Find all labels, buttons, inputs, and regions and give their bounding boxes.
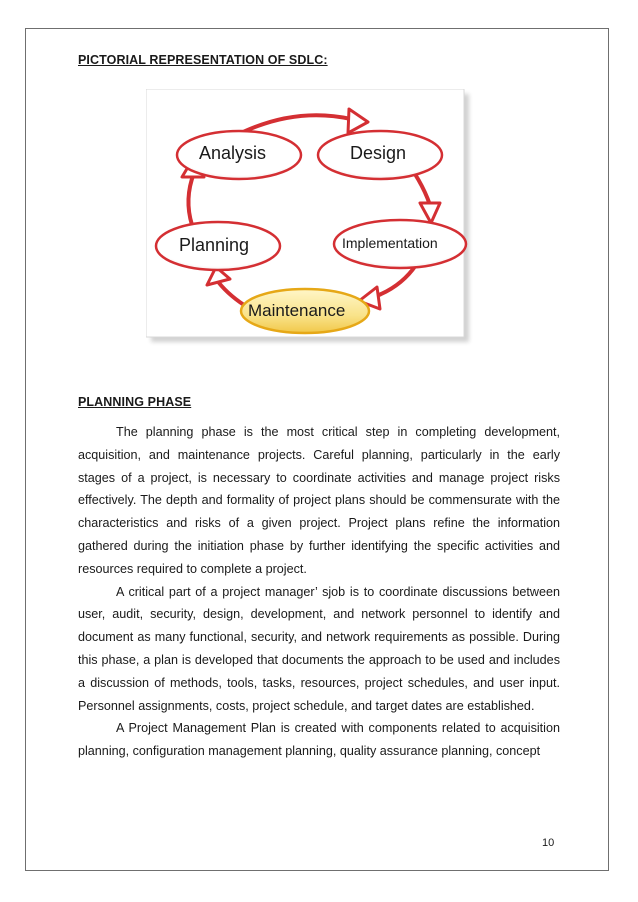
node-label-design: Design — [350, 143, 407, 163]
node-label-analysis: Analysis — [199, 143, 267, 163]
paragraph-1: The planning phase is the most critical step in completing development, acquisition, and maintenance projects. Careful planning, particularly in the early stages of a project, is necessary to coordinate activities and manage project risks effectively. The depth and formality of project plans should be commensurate with the characteristics and risks of a given project. Project plans refine the information gathered during the initiation phase by further identifying the specific activities and resources required to complete a project. — [78, 425, 560, 576]
sdlc-section-title: PICTORIAL REPRESENTATION OF SDLC: — [78, 53, 328, 67]
paragraph-3: A Project Management Plan is created with components related to acquisition planning, configuration management planning, quality assurance planning, concept — [78, 721, 560, 759]
node-label-planning: Planning — [179, 235, 250, 255]
node-label-implementation: Implementation — [342, 235, 438, 251]
planning-phase-heading: PLANNING PHASE — [78, 395, 192, 409]
planning-phase-body — [78, 421, 560, 763]
node-label-maintenance: Maintenance — [248, 301, 346, 320]
paragraph-2: A critical part of a project manager’ sjob is to coordinate discussions between user, audit, security, design, development, and network personnel to identify and document as many functional, security, and network requirements as possible. During this phase, a plan is developed that documents the approach to be used and includes a discussion of methods, tools, tasks, resources, project schedules, and user input. Personnel assignments, costs, project schedule, and target dates are established. — [78, 584, 560, 713]
page-number: 10 — [542, 837, 555, 849]
sdlc-cycle-diagram — [146, 89, 484, 355]
